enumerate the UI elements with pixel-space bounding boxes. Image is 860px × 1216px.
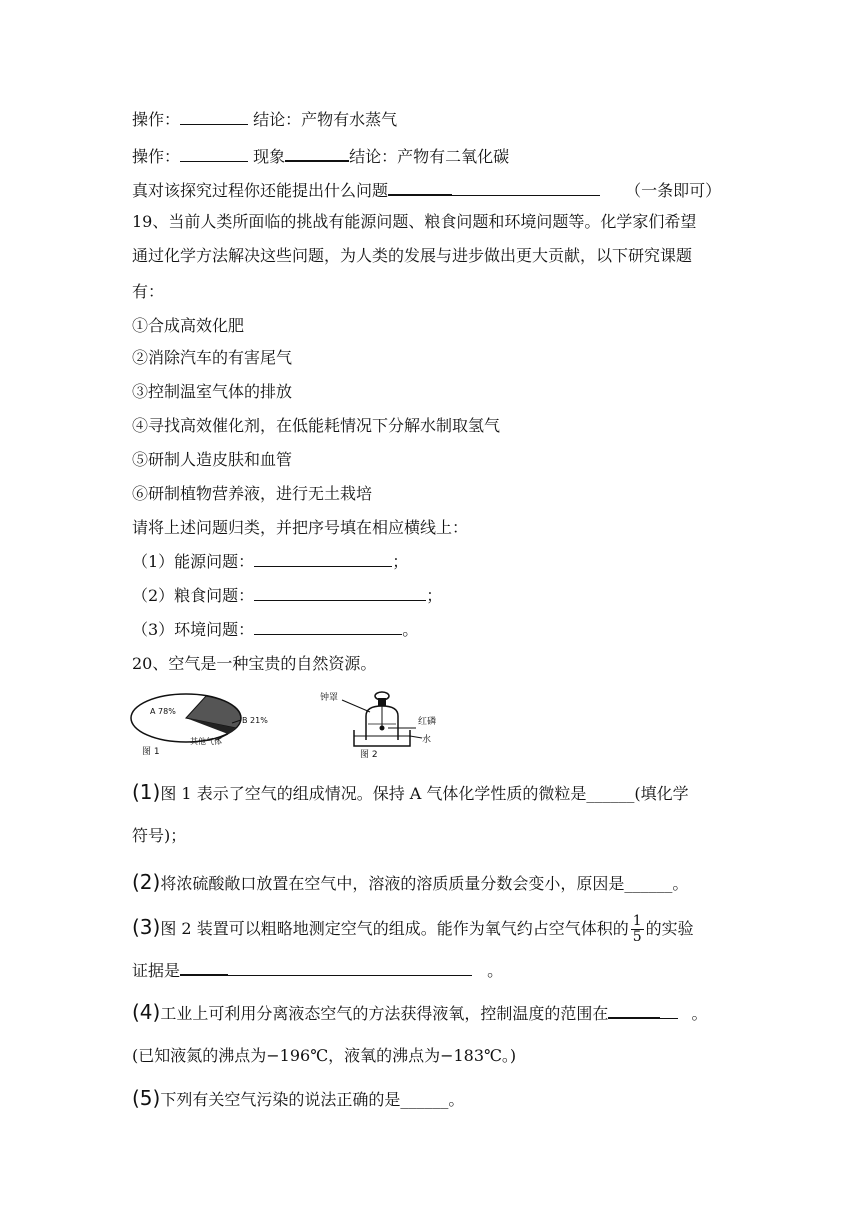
q19-stem-2: 通过化学方法解决这些问题，为人类的发展与进步做出更大贡献，以下研究课题 — [132, 246, 693, 265]
part-4-number: (4) — [132, 1000, 161, 1024]
question-line — [132, 180, 721, 201]
part-3-blank-b[interactable] — [228, 961, 472, 976]
answer-2-label: （2）粮食问题： — [132, 586, 255, 605]
answer-3-label: （3）环境问题： — [132, 620, 255, 639]
q19-answer-3 — [132, 620, 418, 640]
question-text: 真对该探究过程你还能提出什么问题 — [132, 181, 389, 200]
op1-label: 操作： — [132, 110, 181, 129]
phosphorus-spoon — [380, 726, 385, 731]
part-3-blank-a[interactable] — [180, 960, 228, 976]
q19-topic: ②消除汽车的有害尾气 — [132, 348, 293, 367]
op1-blank[interactable] — [180, 110, 248, 125]
fraction-denominator: 5 — [632, 929, 642, 945]
q19-topic: ⑥研制植物营养液，进行无土栽培 — [132, 484, 373, 503]
water-trough — [354, 730, 410, 746]
fig1-caption: 图 1 — [142, 747, 160, 757]
operation-line-2 — [132, 146, 509, 167]
fraction-numerator: 1 — [632, 913, 642, 929]
answer-1-label: （1）能源问题： — [132, 552, 255, 571]
part-4-text: 工业上可利用分离液态空气的方法获得液氧，控制温度的范围在 — [160, 1004, 609, 1023]
part-1-text: 图 1 表示了空气的组成情况。保持 A 气体化学性质的微粒是______(填化学 — [160, 784, 689, 803]
figure-2 — [318, 688, 460, 760]
question-blank-b[interactable] — [452, 181, 600, 196]
part-4-blank-b[interactable] — [660, 1004, 678, 1019]
answer-2-end: ； — [426, 586, 443, 605]
q19-topic: ①合成高效化肥 — [132, 316, 245, 335]
part-1-number: (1) — [132, 780, 161, 804]
part-3-text-a: 图 2 装置可以粗略地测定空气的组成。能作为氧气约占空气体积的 — [160, 919, 629, 938]
fig1-label-other: 其他气体 — [190, 737, 222, 746]
q19-instruction: 请将上述问题归类，并把序号填在相应横线上： — [132, 518, 469, 537]
q19-answer-2 — [132, 586, 442, 606]
part-3-text-b: 的实验 — [645, 919, 694, 938]
question-blank-a[interactable] — [388, 180, 452, 196]
q20-part-1-cont: 符号)； — [132, 826, 187, 845]
one-fifth-fraction — [631, 914, 644, 945]
q19-stem-3: 有： — [132, 282, 165, 301]
part-4-blank-a[interactable] — [608, 1003, 660, 1019]
part-5-text: 下列有关空气污染的说法正确的是______。 — [160, 1090, 465, 1109]
fig1-label-b: B 21% — [242, 716, 268, 725]
fig2-leader-bell — [342, 700, 370, 712]
part-3-number: (3) — [132, 915, 161, 939]
question-hint: （一条即可） — [625, 181, 722, 200]
q19-topic: ③控制温室气体的排放 — [132, 382, 293, 401]
fig2-label-bell: 钟罩 — [320, 693, 339, 703]
q20-part-2 — [132, 872, 688, 894]
fig1-label-a: A 78% — [150, 707, 176, 716]
op1-conclusion: 结论：产物有水蒸气 — [253, 110, 398, 129]
part-2-text: 将浓硫酸敞口放置在空气中，溶液的溶质质量分数会变小，原因是______。 — [160, 874, 689, 893]
part-3-end: 。 — [487, 961, 504, 980]
q20-part-4-note: (已知液氮的沸点为−196℃，液氧的沸点为−183℃。) — [132, 1046, 517, 1065]
part-3-text2: 证据是 — [132, 961, 181, 980]
part-2-number: (2) — [132, 870, 161, 894]
q20-stem: 20、空气是一种宝贵的自然资源。 — [132, 654, 377, 673]
stopper-body — [378, 698, 386, 706]
op2-phenomenon-blank[interactable] — [285, 146, 349, 162]
part-4-end: 。 — [691, 1004, 708, 1023]
answer-3-blank[interactable] — [254, 620, 402, 635]
op2-label: 操作： — [132, 147, 181, 166]
fig2-caption: 图 2 — [360, 750, 378, 760]
answer-2-blank[interactable] — [254, 586, 426, 601]
fig2-label-phos: 红磷 — [418, 717, 437, 727]
op2-conclusion: 结论：产物有二氧化碳 — [349, 147, 510, 166]
op2-blank[interactable] — [180, 147, 248, 162]
fig2-leader-water — [410, 736, 422, 738]
q19-topic: ④寻找高效催化剂，在低能耗情况下分解水制取氢气 — [132, 416, 501, 435]
q20-part-5 — [132, 1088, 464, 1110]
fig2-label-water: 水 — [422, 735, 432, 745]
q20-part-3-cont — [132, 960, 503, 981]
q19-answer-1 — [132, 552, 408, 572]
q20-part-3 — [132, 914, 694, 945]
answer-3-end: 。 — [402, 620, 419, 639]
part-5-number: (5) — [132, 1086, 161, 1110]
figure-1 — [128, 690, 278, 758]
answer-1-end: ； — [392, 552, 409, 571]
q20-part-1 — [132, 782, 689, 804]
q19-stem-1: 19、当前人类所面临的挑战有能源问题、粮食问题和环境问题等。化学家们希望 — [132, 212, 697, 231]
q20-part-4 — [132, 1002, 707, 1024]
answer-1-blank[interactable] — [254, 552, 392, 567]
q19-topic: ⑤研制人造皮肤和血管 — [132, 450, 293, 469]
operation-line-1 — [132, 110, 397, 130]
op2-phenomenon: 现象 — [253, 147, 286, 166]
